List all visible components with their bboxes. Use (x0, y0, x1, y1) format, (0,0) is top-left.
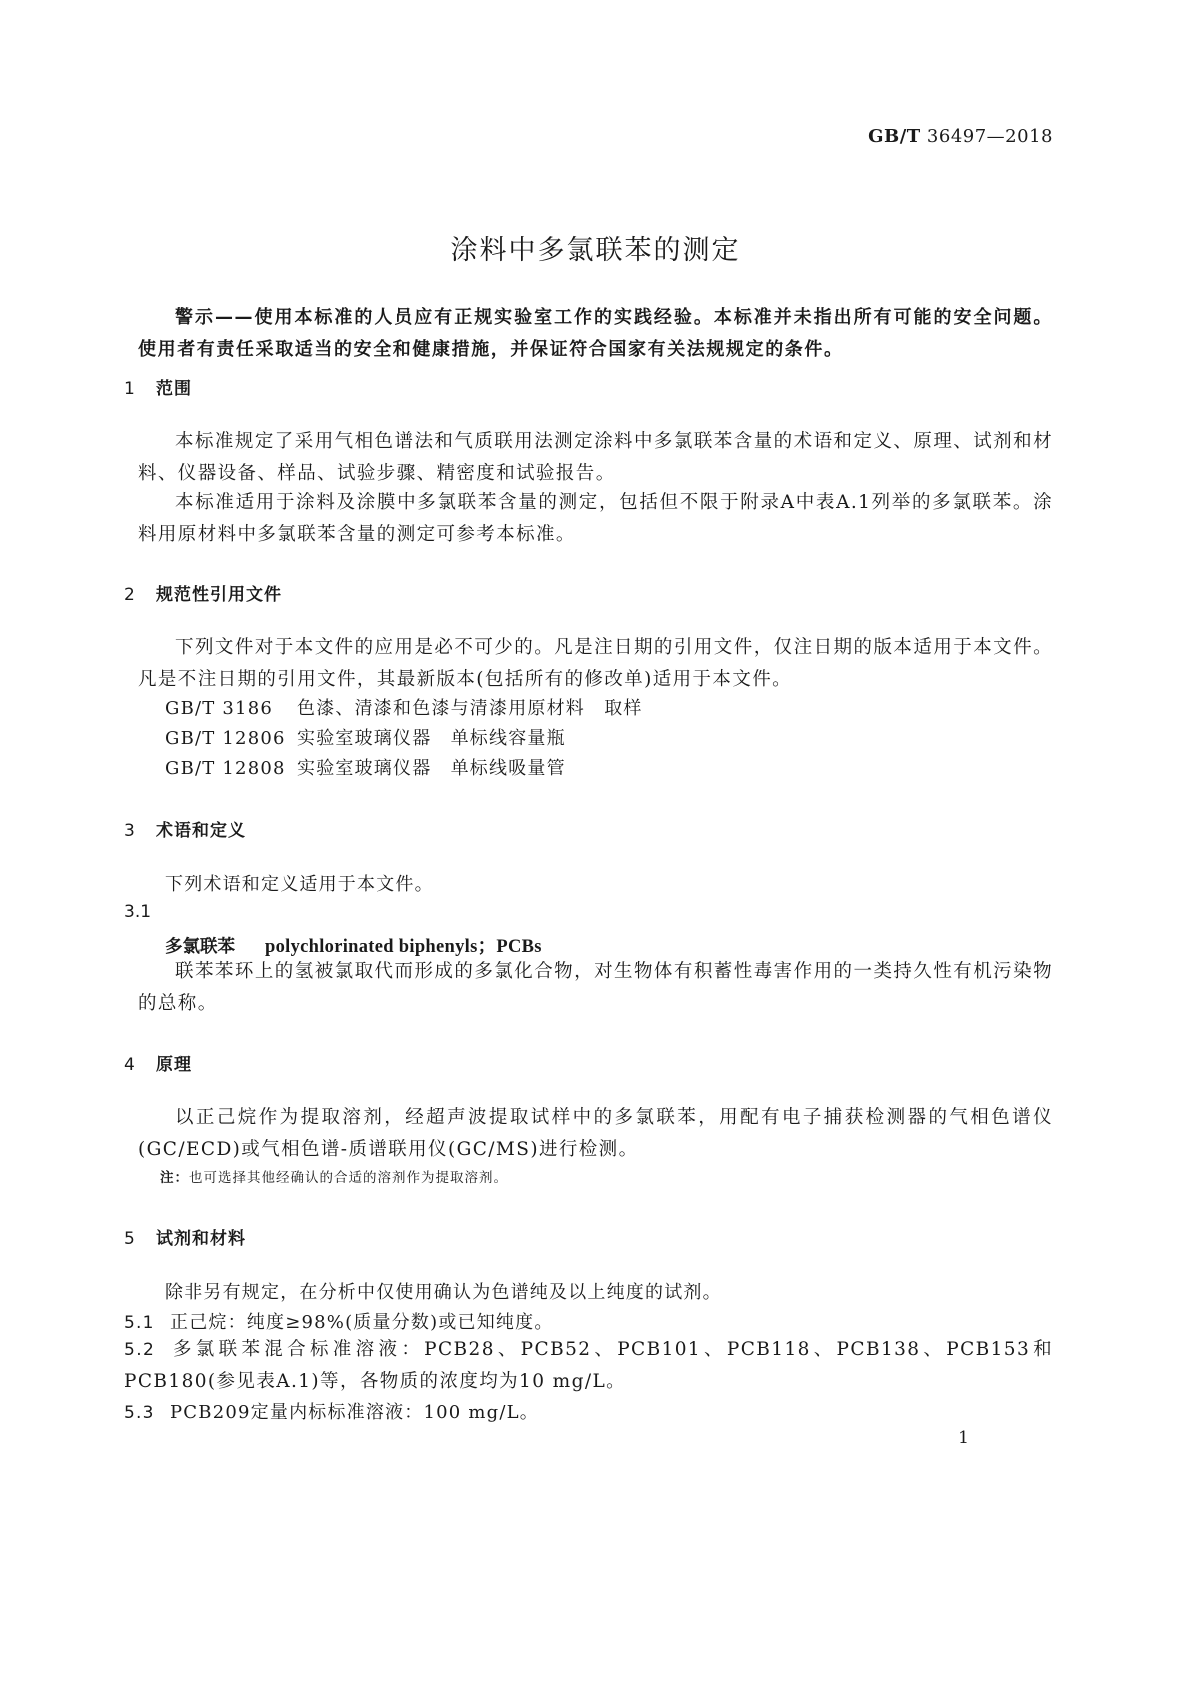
reference-code: GB/T 12806 (165, 728, 286, 749)
section-number: 2 (124, 585, 136, 605)
standard-prefix: GB/T (868, 126, 921, 147)
section-3-intro: 下列术语和定义适用于本文件。 (165, 874, 434, 895)
item-text: PCB209定量内标标准溶液：100 mg/L。 (170, 1402, 539, 1423)
list-item (124, 1398, 539, 1424)
list-item (124, 1334, 1053, 1398)
list-item (124, 1308, 554, 1334)
note-text: 也可选择其他经确认的合适的溶剂作为提取溶剂。 (189, 1170, 508, 1186)
warning-paragraph: 警示——使用本标准的人员应有正规实验室工作的实践经验。本标准并未指出所有可能的安全问题。使用者有责任采取适当的安全和健康措施，并保证符合国家有关法规规定的条件。 (138, 307, 1053, 360)
section-number: 3 (124, 821, 136, 841)
reference-item (165, 754, 566, 780)
standard-code: 36497—2018 (926, 126, 1053, 147)
reference-title: 实验室玻璃仪器 单标线容量瓶 (297, 728, 566, 749)
item-number: 5.1 (124, 1313, 155, 1333)
section-5-intro: 除非另有规定，在分析中仅使用确认为色谱纯及以上纯度的试剂。 (165, 1282, 722, 1303)
term-english: polychlorinated biphenyls；PCBs (265, 937, 542, 957)
section-number: 4 (124, 1055, 136, 1075)
section-2-heading (124, 580, 282, 605)
term-number: 3.1 (124, 902, 152, 922)
section-title: 试剂和材料 (156, 1229, 246, 1249)
note (160, 1166, 508, 1186)
section-title: 原理 (156, 1055, 192, 1075)
section-title: 规范性引用文件 (156, 585, 282, 605)
term-heading (165, 932, 542, 958)
reference-item (165, 694, 643, 720)
note-label: 注： (160, 1170, 189, 1186)
section-title: 术语和定义 (156, 821, 246, 841)
item-text: 正己烷：纯度≥98%(质量分数)或已知纯度。 (170, 1312, 554, 1333)
section-1-paragraph-2: 本标准适用于涂料及涂膜中多氯联苯含量的测定，包括但不限于附录A中表A.1列举的多氯联苯。涂料用原材料中多氯联苯含量的测定可参考本标准。 (138, 492, 1053, 545)
reference-item (165, 724, 566, 750)
reference-title: 色漆、清漆和色漆与清漆用原材料 取样 (297, 698, 643, 719)
section-1-heading (124, 374, 192, 399)
item-number: 5.2 (124, 1340, 156, 1360)
reference-code: GB/T 12808 (165, 758, 286, 779)
standard-number (868, 126, 1053, 147)
item-text: 多氯联苯混合标准溶液：PCB28、PCB52、PCB101、PCB118、PCB138、PCB153和PCB180(参见表A.1)等，各物质的浓度均为10 mg/L。 (124, 1339, 1053, 1392)
reference-title: 实验室玻璃仪器 单标线吸量管 (297, 758, 566, 779)
section-4-heading (124, 1050, 192, 1075)
section-3-heading (124, 816, 246, 841)
section-4-paragraph-1: 以正己烷作为提取溶剂，经超声波提取试样中的多氯联苯，用配有电子捕获检测器的气相色谱仪(GC/ECD)或气相色谱-质谱联用仪(GC/MS)进行检测。 (138, 1107, 1053, 1160)
section-number: 5 (124, 1229, 136, 1249)
section-5-heading (124, 1224, 246, 1249)
document-title: 涂料中多氯联苯的测定 (450, 235, 741, 266)
section-1-paragraph-1: 本标准规定了采用气相色谱法和气质联用法测定涂料中多氯联苯含量的术语和定义、原理、试剂和材料、仪器设备、样品、试验步骤、精密度和试验报告。 (138, 431, 1053, 484)
term-chinese: 多氯联苯 (165, 937, 235, 957)
item-number: 5.3 (124, 1403, 155, 1423)
section-2-paragraph-1: 下列文件对于本文件的应用是必不可少的。凡是注日期的引用文件，仅注日期的版本适用于本文件。凡是不注日期的引用文件，其最新版本(包括所有的修改单)适用于本文件。 (138, 637, 1053, 690)
section-number: 1 (124, 379, 136, 399)
term-definition: 联苯苯环上的氢被氯取代而形成的多氯化合物，对生物体有积蓄性毒害作用的一类持久性有机污染物的总称。 (138, 961, 1053, 1014)
reference-code: GB/T 3186 (165, 698, 274, 719)
page-number: 1 (958, 1428, 969, 1448)
section-title: 范围 (156, 379, 192, 399)
